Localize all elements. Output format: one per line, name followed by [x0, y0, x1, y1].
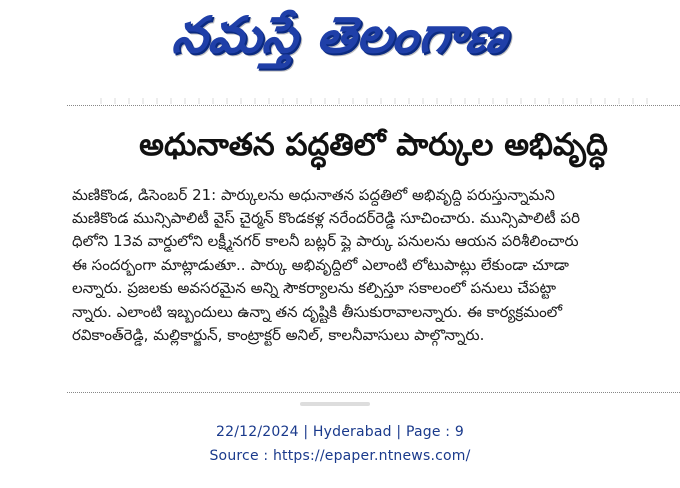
article-line: ఈ సందర్భంగా మాట్లాడుతూ.. పార్కు అభివృద్ధిలో ఎలాంటి లోటుపాట్లు లేకుండా చూడా — [72, 256, 569, 274]
newspaper-masthead — [0, 0, 680, 82]
article-line: మణికొండ, డిసెంబర్ 21: పార్కులను అధునాతన పద్ధతిలో అభివృద్ధి పరుస్తున్నామని — [72, 186, 555, 204]
article-line: లన్నారు. ప్రజలకు అవసరమైన అన్ని సౌకర్యాలను కల్పిస్తూ సకాలంలో పనులు చేపట్టా — [72, 279, 556, 297]
article-line: రవికాంత్‌రెడ్డి, మల్లికార్జున్, కాంట్రాక్టర్ అనిల్, కాలనీవాసులు పాల్గొన్నారు. — [72, 326, 485, 344]
clipping-top-border — [67, 105, 680, 106]
clipping-bottom-residue — [300, 402, 370, 406]
article-body — [72, 184, 680, 384]
article-line: న్నారు. ఎలాంటి ఇబ్బందులు ఉన్నా తన దృష్టికి తీసుకురావాలన్నారు. ఈ కార్యక్రమంలో — [72, 303, 563, 321]
footer-source-link[interactable]: Source : https://epaper.ntnews.com/ — [209, 448, 471, 464]
article-line: మణికొండ మున్సిపాలిటీ వైస్ చైర్మన్ కొండకళ్ల నరేందర్‌రెడ్డి సూచించారు. మున్సిపాలిటీ పరి — [72, 209, 580, 227]
footer-date-location-page: 22/12/2024 | Hyderabad | Page : 9 — [216, 424, 464, 440]
article-headline: అధునాతన పద్ధతిలో పార్కుల అభివృద్ధి — [139, 126, 608, 163]
clipping-bottom-border — [67, 392, 680, 393]
clipping-top-residue — [100, 98, 660, 104]
article-line: ధిలోని 13వ వార్డులోని లక్ష్మీనగర్ కాలనీ బట్లర్ ప్లై పార్కు పనులను ఆయన పరిశీలించారు — [72, 232, 579, 250]
masthead-logo-text: నమస్తే తెలంగాణ — [169, 5, 512, 64]
